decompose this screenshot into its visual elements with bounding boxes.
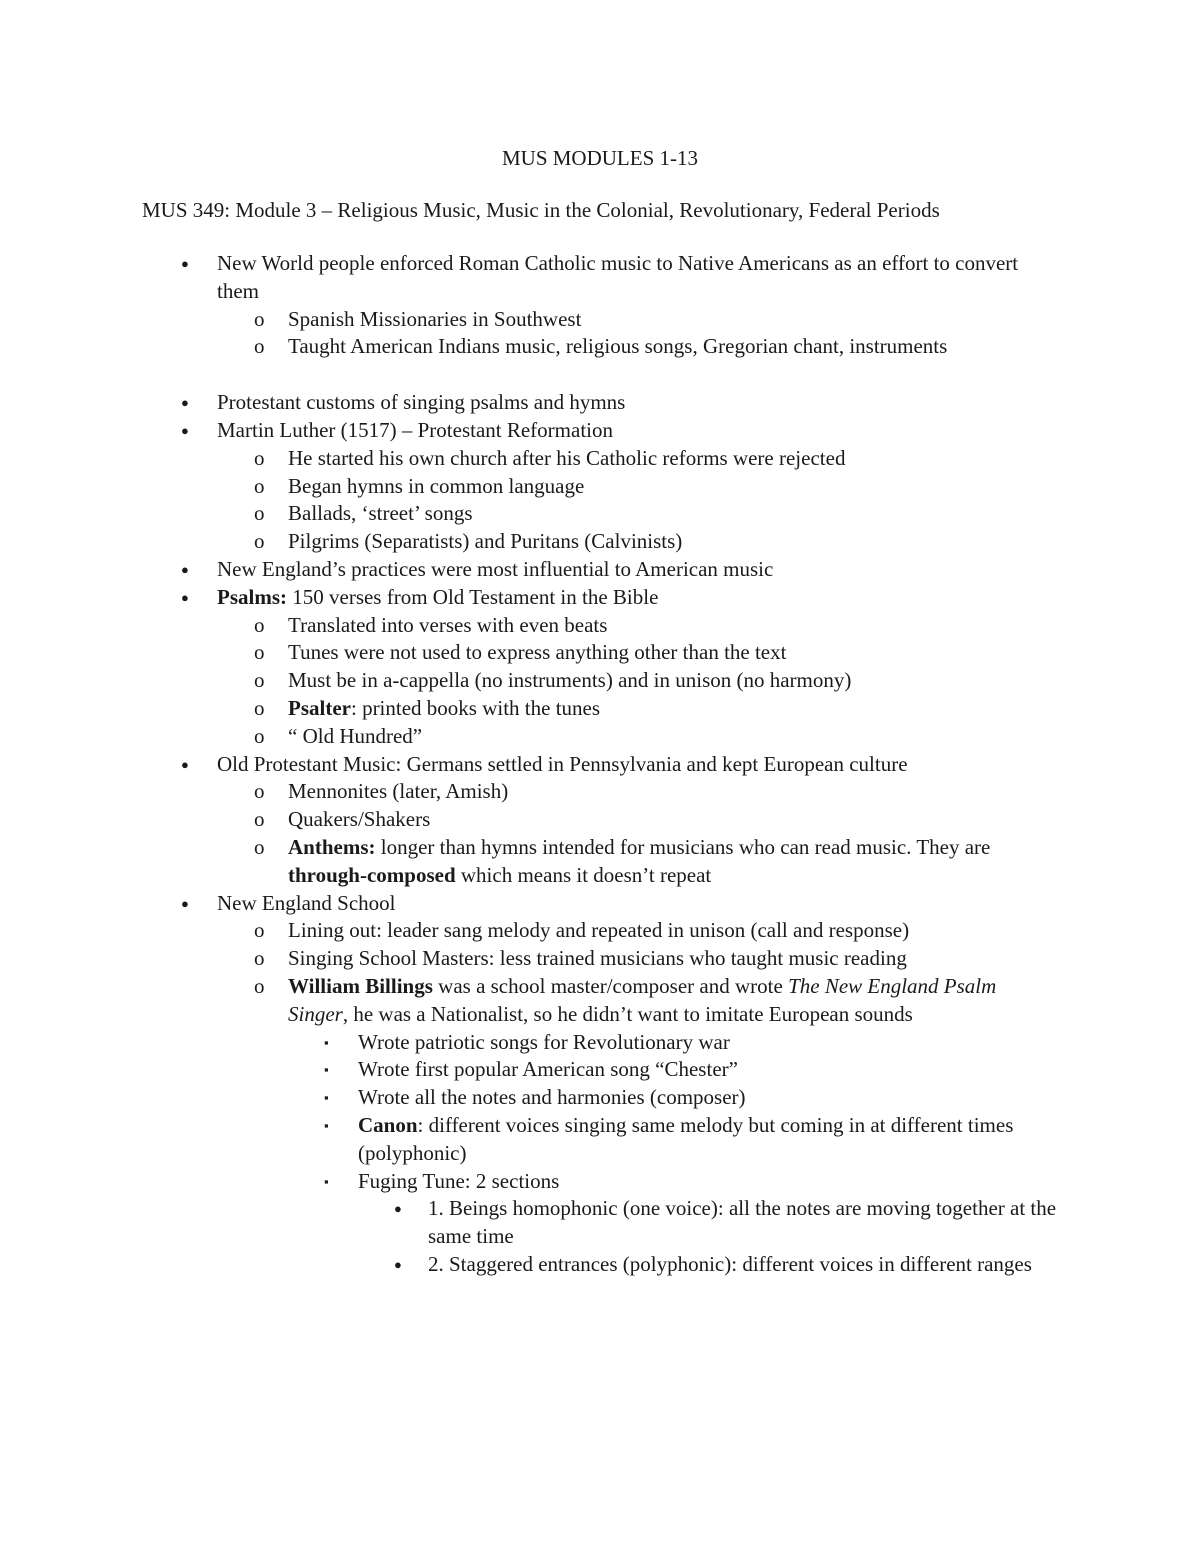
list-item [0, 945, 1058, 973]
circle-bullet-icon: o [254, 834, 265, 859]
book-title: The New England Psalm Singer [288, 973, 997, 1026]
circle-bullet-icon: o [254, 668, 265, 693]
list-item-text: Wrote patriotic songs for Revolutionary war [358, 1029, 730, 1054]
list-item-text: , he was a Nationalist, so he didn’t want to imitate European sounds [342, 1001, 913, 1026]
list-item [0, 973, 1058, 1029]
term-through-composed: through-composed [288, 862, 456, 887]
circle-bullet-icon: o [254, 473, 265, 498]
circle-bullet-icon: o [254, 306, 265, 331]
list-item [0, 473, 1058, 501]
list-item [0, 1251, 1058, 1279]
list-item [0, 667, 1058, 695]
list-item-text: Began hymns in common language [288, 473, 585, 498]
list-item [0, 639, 1058, 667]
bullet-icon: ● [181, 422, 189, 438]
term-canon: Canon [358, 1112, 418, 1137]
term-psalms: Psalms: [217, 584, 287, 609]
list-item-text: Wrote first popular American song “Chester” [358, 1057, 738, 1082]
spacer [0, 361, 1200, 389]
list-item [0, 695, 1058, 723]
circle-bullet-icon: o [254, 723, 265, 748]
list-item [0, 751, 1047, 779]
bullet-icon: ● [181, 395, 189, 411]
list-item-text: 2. Staggered entrances (polyphonic): different voices in different ranges [428, 1251, 1032, 1276]
list-item-text: New England School [217, 890, 396, 915]
list-item [0, 612, 1058, 640]
list-item-text: Lining out: leader sang melody and repeated in unison (call and response) [288, 918, 910, 943]
square-bullet-icon: ▪ [324, 1062, 329, 1078]
list-item [0, 806, 1058, 834]
list-item-text: Translated into verses with even beats [288, 612, 608, 637]
term-william-billings: William Billings [288, 973, 433, 998]
list-item-text: 150 verses from Old Testament in the Bible [287, 584, 659, 609]
circle-bullet-icon: o [254, 695, 265, 720]
square-bullet-icon: ▪ [324, 1117, 329, 1133]
circle-bullet-icon: o [254, 501, 265, 526]
list-item-text: Quakers/Shakers [288, 807, 431, 832]
list-item-text: Fuging Tune: 2 sections [358, 1168, 560, 1193]
list-item-text: : printed books with the tunes [350, 695, 601, 720]
list-item-text: was a school master/composer and wrote [432, 973, 789, 998]
list-item [0, 1056, 1058, 1084]
list-item-text: Must be in a-cappella (no instruments) and in unison (no harmony) [288, 668, 852, 693]
bullet-icon: ● [181, 561, 189, 577]
list-item [0, 1168, 1058, 1196]
term-psalter: Psalter [288, 695, 351, 720]
list-item [0, 834, 1058, 890]
square-bullet-icon: ▪ [324, 1173, 329, 1189]
list-item-text: Pilgrims (Separatists) and Puritans (Calvinists) [288, 529, 683, 554]
circle-bullet-icon: o [254, 973, 265, 998]
bullet-icon: ● [181, 895, 189, 911]
list-item [0, 389, 1047, 417]
circle-bullet-icon: o [254, 640, 265, 665]
list-item-text: Mennonites (later, Amish) [288, 779, 509, 804]
list-item-text: which means it doesn’t repeat [455, 862, 712, 887]
notes-list [0, 250, 1200, 1279]
list-item-text: longer than hymns intended for musicians who can read music. They are [375, 834, 991, 859]
list-item [0, 250, 1047, 306]
document-title: MUS MODULES 1-13 [501, 146, 698, 170]
list-item-text: Protestant customs of singing psalms and hymns [217, 390, 626, 415]
list-item [0, 1112, 1058, 1168]
circle-bullet-icon: o [254, 334, 265, 359]
list-item [0, 917, 1058, 945]
list-item [0, 723, 1058, 751]
list-item-text: Old Protestant Music: Germans settled in Pennsylvania and kept European culture [217, 751, 908, 776]
list-item [0, 1029, 1058, 1057]
term-anthems: Anthems: [288, 834, 376, 859]
bullet-icon: ● [181, 756, 189, 772]
list-item [0, 417, 1047, 445]
circle-bullet-icon: o [254, 445, 265, 470]
list-item-text: Martin Luther (1517) – Protestant Reformation [217, 417, 613, 442]
circle-bullet-icon: o [254, 807, 265, 832]
list-item [0, 306, 1058, 334]
bullet-icon: ● [181, 589, 189, 605]
list-item-text: New England’s practices were most influential to American music [217, 556, 774, 581]
list-item-text: “ Old Hundred” [288, 723, 423, 748]
list-item [0, 1084, 1058, 1112]
list-item-text: Ballads, ‘street’ songs [288, 501, 473, 526]
bullet-icon: ● [394, 1201, 402, 1217]
list-item-text: Spanish Missionaries in Southwest [288, 306, 582, 331]
list-item [0, 556, 1047, 584]
circle-bullet-icon: o [254, 946, 265, 971]
list-item-text: Singing School Masters: less trained musicians who taught music reading [288, 946, 907, 971]
list-item-text: New World people enforced Roman Catholic music to Native Americans as an effort to convert them [217, 251, 1019, 303]
circle-bullet-icon: o [254, 918, 265, 943]
list-item [0, 778, 1058, 806]
square-bullet-icon: ▪ [324, 1090, 329, 1106]
list-item [0, 584, 1047, 612]
list-item [0, 500, 1058, 528]
list-item-text: 1. Beings homophonic (one voice): all the notes are moving together at the same time [428, 1196, 1057, 1249]
list-item [0, 1195, 1058, 1251]
list-item-text: Wrote all the notes and harmonies (composer) [358, 1085, 746, 1110]
list-item [0, 890, 1047, 918]
circle-bullet-icon: o [254, 529, 265, 554]
list-item [0, 333, 1058, 361]
module-heading: MUS 349: Module 3 – Religious Music, Music in the Colonial, Revolutionary, Federal Periods [142, 198, 940, 222]
list-item [0, 528, 1058, 556]
list-item [0, 445, 1058, 473]
square-bullet-icon: ▪ [324, 1034, 329, 1050]
circle-bullet-icon: o [254, 612, 265, 637]
list-item-text: Tunes were not used to express anything other than the text [288, 640, 787, 665]
list-item-text: He started his own church after his Catholic reforms were rejected [288, 445, 846, 470]
list-item-text: : different voices singing same melody but coming in at different times (polyphonic) [358, 1112, 1014, 1165]
list-item-text: Taught American Indians music, religious songs, Gregorian chant, instruments [288, 334, 948, 359]
bullet-icon: ● [181, 256, 189, 271]
bullet-icon: ● [394, 1256, 402, 1272]
circle-bullet-icon: o [254, 779, 265, 804]
